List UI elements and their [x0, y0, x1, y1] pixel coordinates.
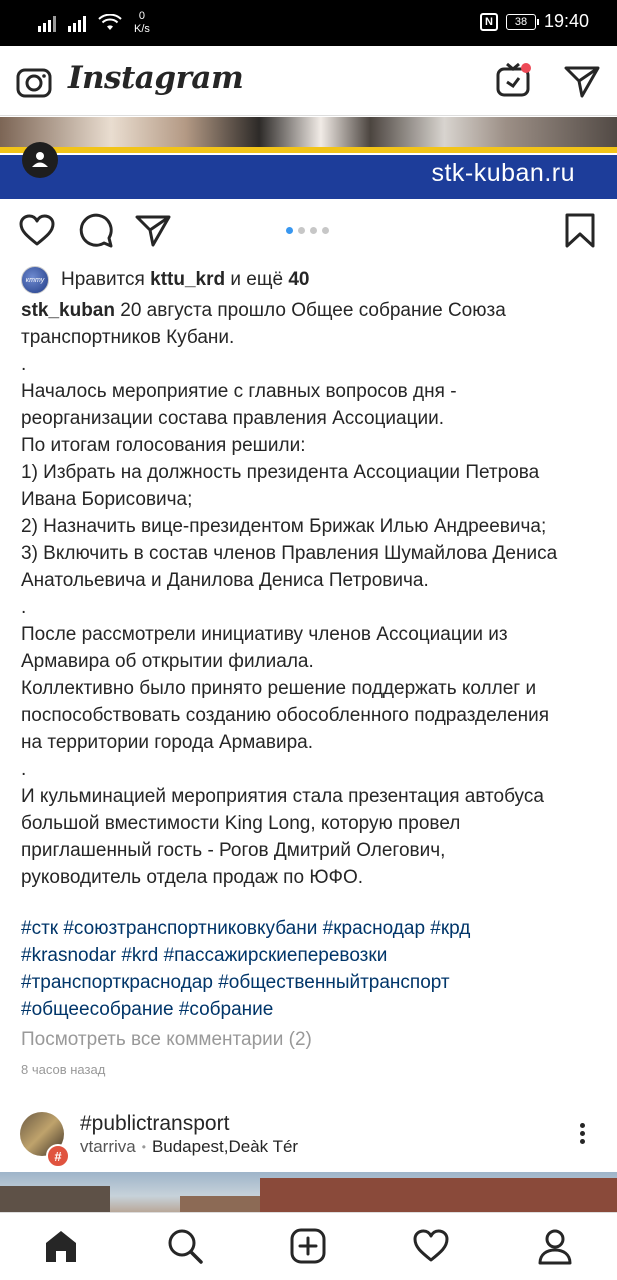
image-building	[260, 1178, 617, 1212]
direct-message-icon[interactable]	[564, 64, 600, 98]
add-post-icon[interactable]	[289, 1227, 327, 1265]
clock: 19:40	[543, 11, 589, 31]
hashtag-line[interactable]: #транспорткраснодар #общественныйтранспорт	[21, 972, 450, 993]
carousel-indicator	[286, 227, 329, 234]
caption-line: Ивана Борисовича;	[21, 489, 193, 510]
status-bar	[0, 0, 617, 46]
post-hashtags	[21, 915, 601, 1023]
caption-line: большой вместимости King Long, которую провел	[21, 813, 461, 834]
activity-heart-icon[interactable]	[412, 1227, 450, 1265]
image-building	[180, 1196, 260, 1212]
post-caption	[21, 297, 601, 891]
nfc-icon: N	[480, 13, 498, 31]
network-speed-value: 0	[138, 10, 146, 22]
signal-icon-sim1	[38, 14, 56, 32]
network-speed-unit: K/s	[134, 23, 150, 35]
caption-line: 3) Включить в состав членов Правления Шумайлова Дениса	[21, 543, 558, 564]
likes-summary[interactable]	[21, 265, 309, 295]
app-logo: Instagram	[68, 60, 244, 96]
caption-line: Началось мероприятие с главных вопросов дня -	[21, 381, 457, 402]
caption-line: Анатольевича и Данилова Дениса Петровича.	[21, 570, 429, 591]
post-actions	[0, 199, 617, 263]
image-building	[0, 1186, 110, 1212]
caption-line: После рассмотрели инициативу членов Ассоциации из	[21, 624, 508, 645]
caption-line: И кульминацией мероприятия стала презентация автобуса	[21, 786, 544, 807]
post-image[interactable]	[0, 117, 617, 199]
likes-user[interactable]: kttu_krd	[150, 269, 226, 290]
view-comments-link[interactable]: Посмотреть все комментарии (2)	[21, 1029, 312, 1050]
heart-icon[interactable]	[19, 213, 55, 249]
person-icon	[22, 142, 58, 178]
banner-text: stk-kuban.ru	[431, 159, 575, 187]
hashtag-badge-icon: #	[46, 1144, 70, 1168]
carousel-dot	[322, 227, 329, 234]
bookmark-icon[interactable]	[562, 213, 598, 249]
igtv-icon[interactable]	[496, 62, 532, 98]
hashtag-line[interactable]: #стк #союзтранспортниковкубани #краснодар #крд	[21, 918, 471, 939]
next-post-image[interactable]	[0, 1172, 617, 1212]
caption-username[interactable]: stk_kuban	[21, 300, 115, 321]
caption-line: транспортников Кубани.	[21, 327, 235, 348]
notification-dot	[521, 63, 531, 73]
likes-count[interactable]: 40	[288, 269, 310, 290]
caption-first-line-text: 20 августа прошло Общее собрание Союза	[114, 300, 506, 321]
likes-middle: и ещё	[230, 269, 284, 290]
next-post-hashtag[interactable]: #publictransport	[80, 1112, 230, 1135]
network-speed	[134, 10, 150, 36]
caption-line: Коллективно было принято решение поддержать коллег и	[21, 678, 537, 699]
status-left	[38, 10, 150, 36]
camera-icon[interactable]	[16, 64, 52, 100]
caption-line: Армавира об открытии филиала.	[21, 651, 314, 672]
likes-text	[61, 269, 309, 291]
caption-line: По итогам голосования решили:	[21, 435, 306, 456]
battery-icon	[506, 14, 536, 30]
separator-dot: •	[141, 1140, 146, 1154]
carousel-dot	[298, 227, 305, 234]
next-post-subtitle	[80, 1137, 298, 1157]
home-icon[interactable]	[42, 1227, 80, 1265]
next-post-header	[0, 1100, 617, 1172]
next-post-user[interactable]: vtarriva	[80, 1137, 136, 1156]
caption-line: .	[21, 597, 27, 618]
battery-level: 38	[514, 15, 528, 28]
share-icon[interactable]	[135, 213, 171, 249]
caption-line: на территории города Армавира.	[21, 732, 313, 753]
carousel-dot-active	[286, 227, 293, 234]
caption-line: приглашенный гость - Рогов Дмитрий Олегович,	[21, 840, 446, 861]
caption-line: поспособствовать созданию обособленного подразделения	[21, 705, 550, 726]
comment-icon[interactable]	[78, 213, 114, 249]
app-header	[0, 46, 617, 116]
caption-line: реорганизации состава правления Ассоциации.	[21, 408, 444, 429]
caption-line: руководитель отдела продаж по ЮФО.	[21, 867, 364, 888]
caption-first-line	[21, 297, 601, 324]
wifi-icon	[98, 14, 122, 32]
signal-icon-sim2	[68, 14, 86, 32]
carousel-dot	[310, 227, 317, 234]
more-options-icon[interactable]	[571, 1120, 593, 1150]
next-post-location[interactable]: Budapest,Deàk Tér	[151, 1137, 299, 1156]
hashtag-line[interactable]: #krasnodar #krd #пассажирскиеперевозки	[21, 945, 388, 966]
search-icon[interactable]	[166, 1227, 204, 1265]
liker-avatar: ктту	[21, 266, 49, 294]
tagged-users-button[interactable]	[22, 142, 58, 178]
caption-line: .	[21, 354, 27, 375]
status-right	[480, 11, 589, 32]
caption-line: 1) Избрать на должность президента Ассоциации Петрова	[21, 462, 540, 483]
caption-line: 2) Назначить вице-президентом Брижак Илью Андреевича;	[21, 516, 547, 537]
caption-line: .	[21, 759, 27, 780]
profile-icon[interactable]	[536, 1227, 574, 1265]
bottom-navigation	[0, 1212, 617, 1280]
banner-stripe-white	[0, 153, 617, 155]
hashtag-line[interactable]: #общеесобрание #собрание	[21, 999, 274, 1020]
post-timestamp: 8 часов назад	[21, 1062, 106, 1077]
likes-prefix: Нравится	[61, 269, 145, 290]
